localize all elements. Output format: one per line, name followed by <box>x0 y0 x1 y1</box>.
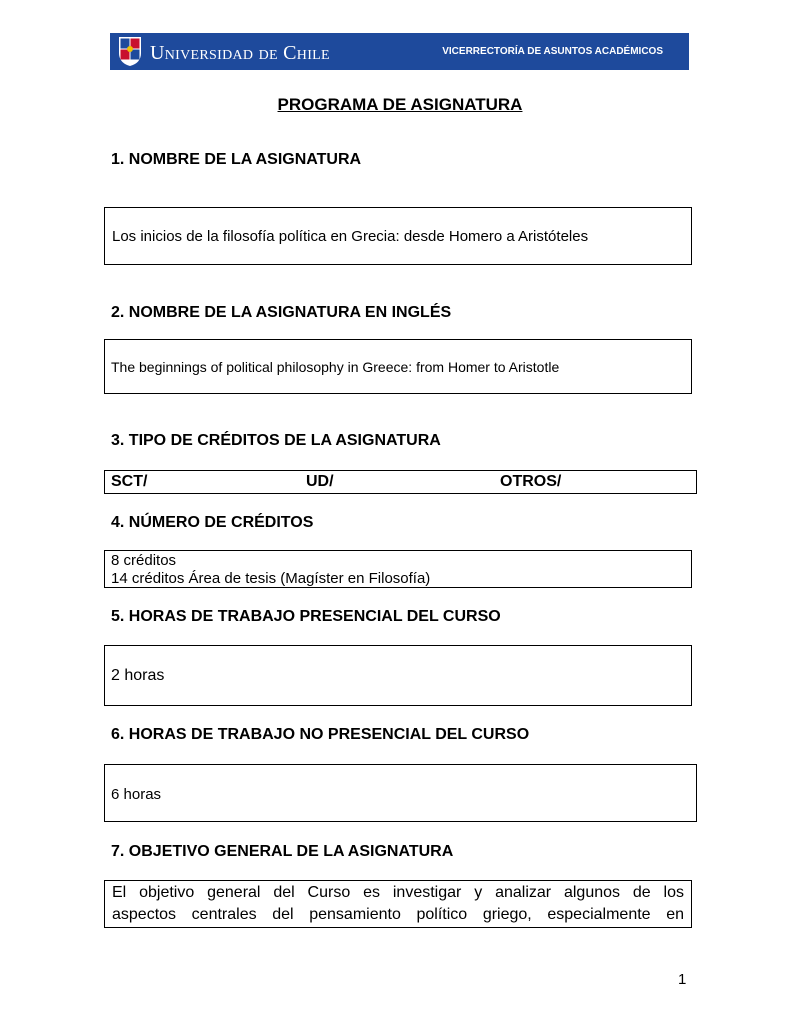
section-7-heading: 7. OBJETIVO GENERAL DE LA ASIGNATURA <box>111 843 454 860</box>
university-banner <box>110 33 689 70</box>
objective-line-1: El objetivo general del Curso es investigar y analizar algunos de los <box>112 884 684 901</box>
general-objective-text <box>112 882 684 926</box>
section-4-heading: 4. NÚMERO DE CRÉDITOS <box>111 514 314 531</box>
vicerrectoria-label: VICERRECTORÍA DE ASUNTOS ACADÉMICOS <box>442 46 663 57</box>
credit-type-sct: SCT/ <box>111 473 148 490</box>
credits-line-1: 8 créditos <box>111 552 177 569</box>
course-name-box <box>104 207 692 265</box>
objective-line-2: aspectos centrales del pensamiento político griego, especialmente en <box>112 906 684 923</box>
section-5-heading: 5. HORAS DE TRABAJO PRESENCIAL DEL CURSO <box>111 608 501 625</box>
university-crest-icon <box>118 36 142 67</box>
section-6-heading: 6. HORAS DE TRABAJO NO PRESENCIAL DEL CURSO <box>111 726 530 743</box>
non-presencial-hours-box <box>104 764 697 822</box>
section-3-heading: 3. TIPO DE CRÉDITOS DE LA ASIGNATURA <box>111 432 441 449</box>
course-name-value: Los inicios de la filosofía política en Grecia: desde Homero a Aristóteles <box>112 228 589 245</box>
general-objective-box <box>104 880 692 928</box>
section-2-heading: 2. NOMBRE DE LA ASIGNATURA EN INGLÉS <box>111 304 452 321</box>
page-title: PROGRAMA DE ASIGNATURA <box>277 95 523 114</box>
credit-type-otros: OTROS/ <box>500 473 562 490</box>
credits-line-2: 14 créditos Área de tesis (Magíster en Filosofía) <box>111 570 431 587</box>
course-name-english-value: The beginnings of political philosophy in Greece: from Homer to Aristotle <box>111 359 560 375</box>
credit-type-box <box>104 470 697 494</box>
university-name: Universidad de Chile <box>150 42 330 64</box>
presencial-hours-value: 2 horas <box>111 667 165 684</box>
section-1-heading: 1. NOMBRE DE LA ASIGNATURA <box>111 151 362 168</box>
credits-number-box <box>104 550 692 588</box>
credit-type-ud: UD/ <box>306 473 334 490</box>
non-presencial-hours-value: 6 horas <box>111 786 162 803</box>
presencial-hours-box <box>104 645 692 706</box>
course-name-english-box <box>104 339 692 394</box>
page-number: 1 <box>678 971 687 988</box>
